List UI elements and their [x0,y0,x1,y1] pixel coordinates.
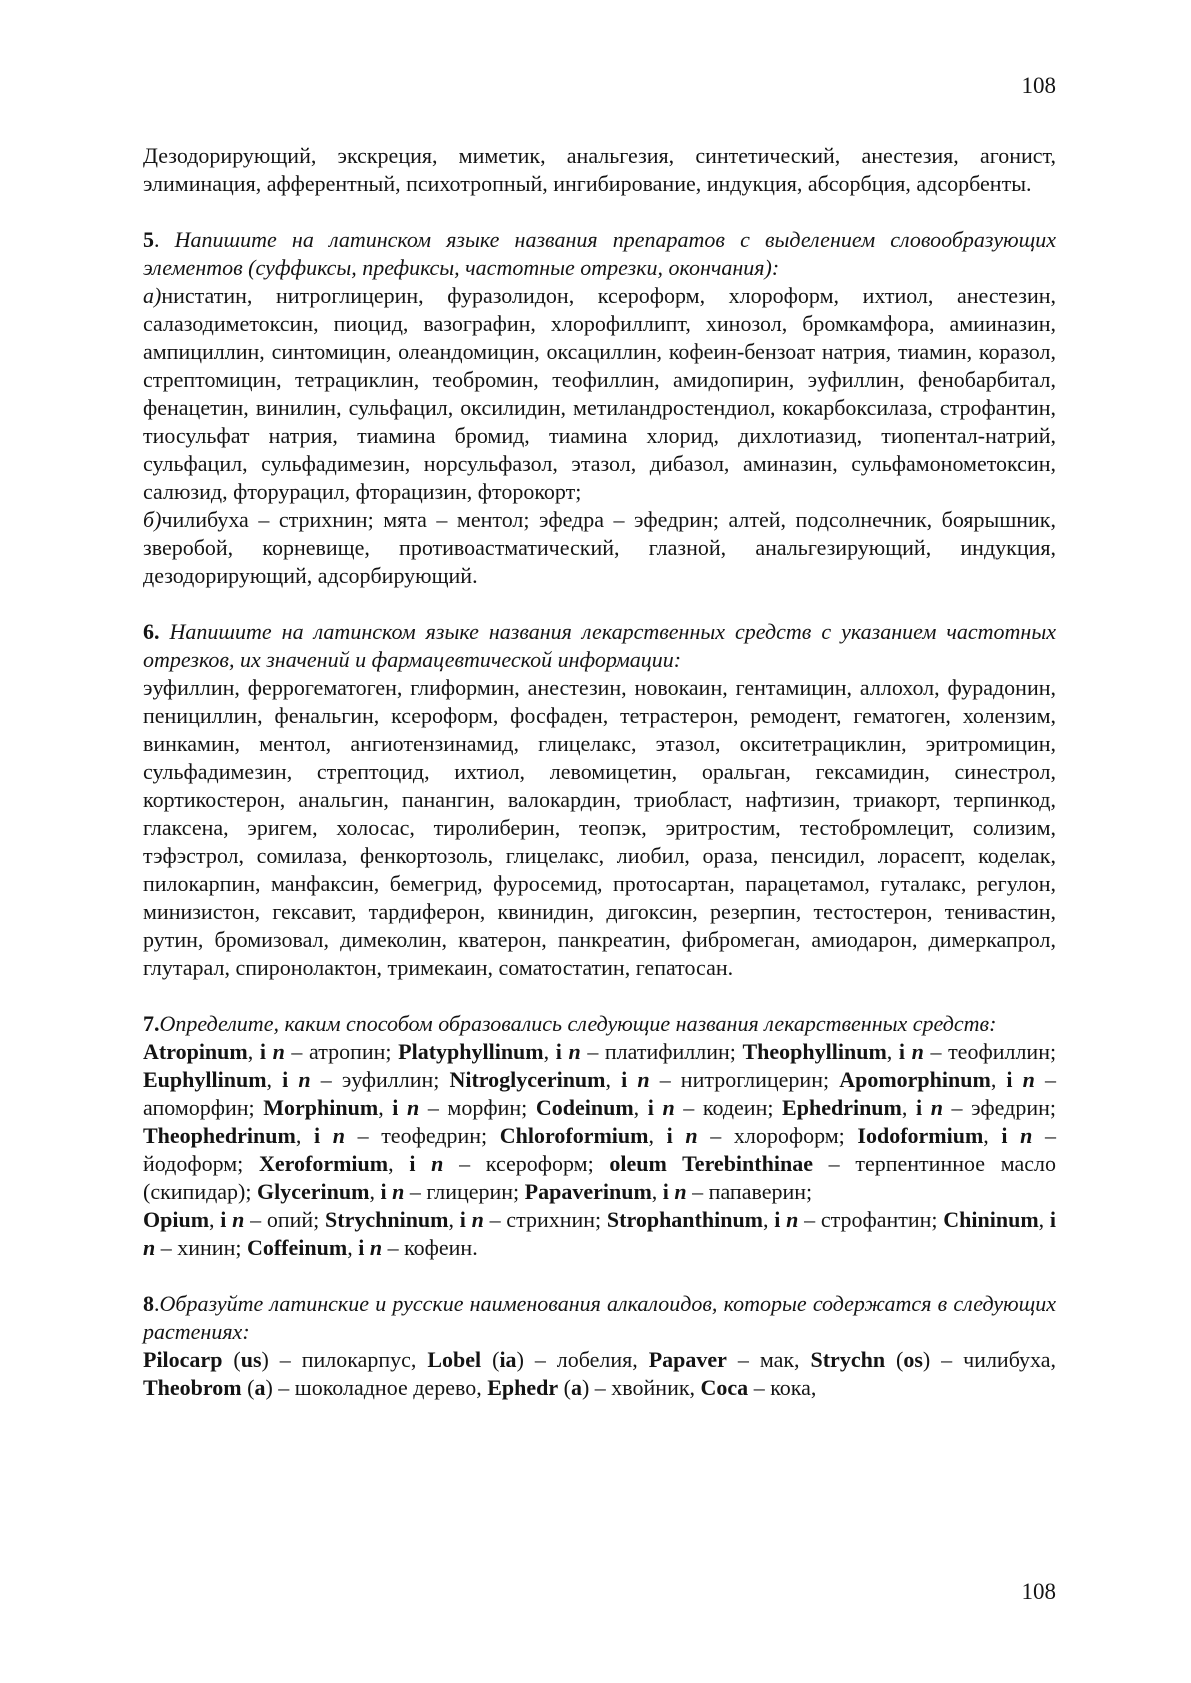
latin-plant-stem: Strychn [810,1347,886,1372]
task-8-instruction-text: Образуйте латинские и русские наименования алкалоидов, которые содержатся в следующих растениях: [143,1291,1056,1344]
russian-plant-name: – кока, [748,1375,817,1400]
latin-drug-name: Strophanthinum [606,1207,764,1232]
bracket-open: ( [885,1347,904,1372]
task-5-separator: . [154,227,175,252]
russian-plant-name: – хвойник, [589,1375,701,1400]
gender-letter: n [407,1095,420,1120]
separator: , [209,1207,221,1232]
separator: , [388,1151,410,1176]
intro-paragraph: Дезодорирующий, экскреция, миметик, анальгезия, синтетический, анестезия, агонист, элиминация, афферентный, психотропный, ингибирование, индукция, абсорбция, адсорбенты. [143,143,1056,196]
russian-drug-name: – платифиллин; [580,1039,743,1064]
gender-mark: i [915,1095,923,1120]
gender-mark: i [313,1123,321,1148]
gender-mark: i [409,1151,416,1176]
bracket-close: ) [581,1375,590,1400]
page-content [143,142,1056,1430]
latin-plant-stem: Ephedr [487,1375,559,1400]
separator: , [648,1123,667,1148]
separator: , [295,1123,314,1148]
latin-drug-name: Opium [143,1207,210,1232]
task-6-number: 6. [143,619,160,644]
task-7-list-1 [143,1038,1056,1206]
russian-drug-name: – папаверин; [686,1179,813,1204]
task-7-list-2 [143,1206,1056,1262]
latin-drug-name: oleum Terebinthinae [609,1151,813,1176]
latin-plant-stem: Papaver [648,1347,727,1372]
gender-letter: n [568,1039,581,1064]
task-6-instruction-text: Напишите на латинском языке названия лекарственных средств с указанием частотных отрезков, их значений и фармацевтической информации: [143,619,1056,672]
task-5-part-a-label: а) [143,283,162,308]
russian-drug-name: – теофедрин; [344,1123,500,1148]
russian-drug-name: – кодеин; [674,1095,783,1120]
gender-letter: n [471,1207,484,1232]
separator: , [983,1123,1002,1148]
task-7 [143,1010,1056,1262]
separator: , [543,1039,556,1064]
latin-drug-name: Iodoformium [857,1123,984,1148]
task-6-instruction [143,618,1056,674]
russian-drug-name: – эфедрин; [942,1095,1057,1120]
latin-drug-name: Glycerinum [257,1179,370,1204]
russian-drug-name: – хлороформ; [697,1123,858,1148]
russian-drug-name: – опий; [244,1207,326,1232]
gender-letter: n [662,1095,675,1120]
gender-mark: i [358,1235,365,1260]
task-8-number: 8 [143,1291,154,1316]
intro-block [143,142,1056,198]
gender-mark: i [621,1067,628,1092]
bracket-open: ( [222,1347,241,1372]
gender-mark: i [1006,1067,1013,1092]
task-8-list [143,1346,1056,1402]
russian-drug-name: – нитроглицерин; [649,1067,840,1092]
latin-drug-name: Platyphyllinum [398,1039,544,1064]
gender-mark: i [1001,1123,1008,1148]
russian-plant-name: – чилибуха, [930,1347,1057,1372]
gender-letter: n [1022,1067,1035,1092]
task-5-instruction [143,226,1056,282]
gender-mark: i [662,1179,669,1204]
russian-drug-name: – строфантин; [798,1207,944,1232]
gender-mark: i [898,1039,906,1064]
separator: , [369,1179,381,1204]
separator: , [247,1039,260,1064]
latin-ending: a [570,1375,582,1400]
russian-plant-name: – шоколадное дерево, [272,1375,488,1400]
latin-ending: ia [499,1347,517,1372]
separator: , [633,1095,648,1120]
russian-drug-name: – кофеин. [382,1235,478,1260]
task-7-instruction-text: Определите, каким способом образовались следующие названия лекарственных средств: [159,1011,997,1036]
separator: , [448,1207,460,1232]
page-number-bottom: 108 [1021,1579,1056,1604]
separator: , [266,1067,283,1092]
latin-drug-name: Papaverinum [524,1179,652,1204]
russian-plant-name: – пилокарпус, [268,1347,428,1372]
separator: , [990,1067,1007,1092]
russian-drug-name: – атропин; [284,1039,399,1064]
russian-drug-name: – стрихнин; [483,1207,607,1232]
latin-ending: us [240,1347,262,1372]
latin-plant-stem: Lobel [427,1347,482,1372]
gender-letter: n [930,1095,943,1120]
latin-ending: a [254,1375,266,1400]
task-5 [143,226,1056,590]
bracket-open: ( [558,1375,571,1400]
latin-plant-stem: Pilocarp [143,1347,223,1372]
latin-drug-name: Nitroglycerinum [449,1067,606,1092]
russian-drug-name: – терпентинное масло (скипидар); [143,1151,1057,1204]
gender-letter: n [232,1207,245,1232]
bracket-close: ) [516,1347,524,1372]
latin-drug-name: Xeroformium [259,1151,389,1176]
gender-letter: n [1020,1123,1033,1148]
gender-mark: i [555,1039,562,1064]
gender-mark: i [259,1039,266,1064]
gender-mark: i [647,1095,654,1120]
russian-drug-name: – апоморфин; [143,1067,1057,1120]
gender-letter: n [392,1179,405,1204]
task-8-instruction [143,1290,1056,1346]
russian-drug-name: – ксероформ; [443,1151,610,1176]
gender-mark: i [666,1123,673,1148]
task-5-part-a [143,282,1056,506]
russian-drug-name: – морфин; [419,1095,536,1120]
bracket-close: ) [265,1375,273,1400]
separator: , [378,1095,393,1120]
separator: , [651,1179,663,1204]
gender-letter: n [911,1039,924,1064]
latin-drug-name: Morphinum [263,1095,379,1120]
task-8-separator: . [154,1291,160,1316]
russian-plant-name: – мак, [726,1347,811,1372]
page-number-top: 108 [1021,73,1056,98]
russian-drug-name: – хинин; [155,1235,247,1260]
latin-drug-name: Codeinum [535,1095,634,1120]
russian-drug-name: – глицерин; [404,1179,525,1204]
bracket-close: ) [261,1347,269,1372]
gender-letter: n [786,1207,799,1232]
latin-drug-name: Chininum [943,1207,1039,1232]
gender-letter: n [272,1039,285,1064]
task-5-part-b-text: чилибуха – стрихнин; мята – ментол; эфедра – эфедрин; алтей, подсолнечник, боярышник, зверобой, корневище, противоастматический, глазной, анальгезирующий, индукция, дезодорирующий, адсорбирующий. [143,507,1056,588]
latin-ending: os [903,1347,923,1372]
latin-drug-name: Atropinum [143,1039,248,1064]
bracket-open: ( [241,1375,255,1400]
gender-letter: n [637,1067,650,1092]
gender-letter: n [332,1123,345,1148]
gender-letter: n [431,1151,444,1176]
separator: , [1038,1207,1050,1232]
russian-drug-name: – йодоформ; [143,1123,1057,1176]
task-5-part-a-text: нистатин, нитроглицерин, фуразолидон, ксероформ, хлороформ, ихтиол, анестезин, салазодиметоксин, пиоцид, вазографин, хлорофиллипт, хинозол, бромкамфора, амииназин, ампициллин, синтомицин, олеандомицин, оксациллин, кофеин-бензоат натрия, тиамин, коразол, стрептомицин, тетрациклин, теобромин, теофиллин, амидопирин, эуфиллин, фенобарбитал, фенацетин, винилин, сульфацил, оксилидин, метиландростендиол, кокарбоксилаза, строфантин, тиосульфат натрия, тиамина бромид, тиамина хлорид, дихлотиазид, тиопентал-натрий, сульфацил, сульфадимезин, норсульфазол, этазол, дибазол, аминазин, сульфамонометоксин, салюзид, фторурацил, фторацизин, фторокорт; [143,283,1056,504]
latin-plant-stem: Theobrom [143,1375,242,1400]
task-5-part-b-label: б) [143,507,162,532]
task-7-number: 7. [143,1011,160,1036]
russian-drug-name: – теофиллин; [923,1039,1057,1064]
bracket-close: ) [922,1347,931,1372]
gender-mark: i [380,1179,387,1204]
gender-mark: i [459,1207,466,1232]
task-8 [143,1290,1056,1402]
task-7-instruction [143,1010,1056,1038]
separator: , [763,1207,775,1232]
gender-mark: i [392,1095,399,1120]
gender-mark: i [774,1207,781,1232]
latin-drug-name: Coffeinum [246,1235,348,1260]
separator: , [605,1067,622,1092]
gender-letter: n [685,1123,698,1148]
latin-plant-stem: Coca [700,1375,749,1400]
separator: , [886,1039,899,1064]
latin-drug-name: Theophyllinum [742,1039,887,1064]
gender-mark: i [220,1207,227,1232]
separator: , [347,1235,359,1260]
gender-letter: n [143,1235,156,1260]
gender-letter: n [298,1067,311,1092]
gender-letter: n [369,1235,383,1260]
separator: , [901,1095,916,1120]
task-6-text: эуфиллин, феррогематоген, глиформин, анестезин, новокаин, гентамицин, аллохол, фурадонин, пенициллин, фенальгин, ксероформ, фосфаден, тетрастерон, ремодент, гематоген, холензим, винкамин, ментол, ангиотензинамид, глицелакс, этазол, окситетрациклин, эритромицин, сульфадимезин, стрептоцид, ихтиол, левомицетин, оральган, гексамидин, синестрол, кортикостерон, анальгин, панангин, валокардин, триобласт, нафтизин, триакорт, терпинкод, глаксена, эригем, холосас, тиролиберин, теопэк, эритростим, тестобромлецит, солизим, тэфэстрол, сомилаза, фенкортозоль, глицелакс, лиобил, ораза, пенсидил, лорасепт, коделак, пилокарпин, манфаксин, бемегрид, фуросемид, протосартан, парацетамол, гуталакс, регулон, минизистон, гексавит, тардиферон, квинидин, дигоксин, резерпин, тестостерон, тенивастин, рутин, бромизовал, димеколин, кватерон, панкреатин, фибромеган, амиодарон, димеркапрол, глутарал, спиронолактон, тримекаин, соматостатин, гепатосан. [143,675,1056,980]
task-5-part-b [143,506,1056,590]
bracket-open: ( [481,1347,500,1372]
task-6 [143,618,1056,982]
russian-drug-name: – эуфиллин; [310,1067,450,1092]
task-5-number: 5 [143,227,154,252]
latin-drug-name: Theophedrinum [143,1123,296,1148]
gender-mark: i [282,1067,289,1092]
russian-plant-name: – лобелия, [523,1347,649,1372]
latin-drug-name: Apomorphinum [839,1067,991,1092]
task-5-instruction-text: Напишите на латинском языке названия препаратов с выделением словообразующих элементов (суффиксы, префиксы, частотные отрезки, окончания): [143,227,1056,280]
latin-drug-name: Euphyllinum [143,1067,267,1092]
gender-mark: i [1049,1207,1057,1232]
latin-drug-name: Chloroformium [499,1123,649,1148]
latin-drug-name: Strychninum [325,1207,449,1232]
gender-letter: n [674,1179,687,1204]
latin-drug-name: Ephedrinum [782,1095,902,1120]
